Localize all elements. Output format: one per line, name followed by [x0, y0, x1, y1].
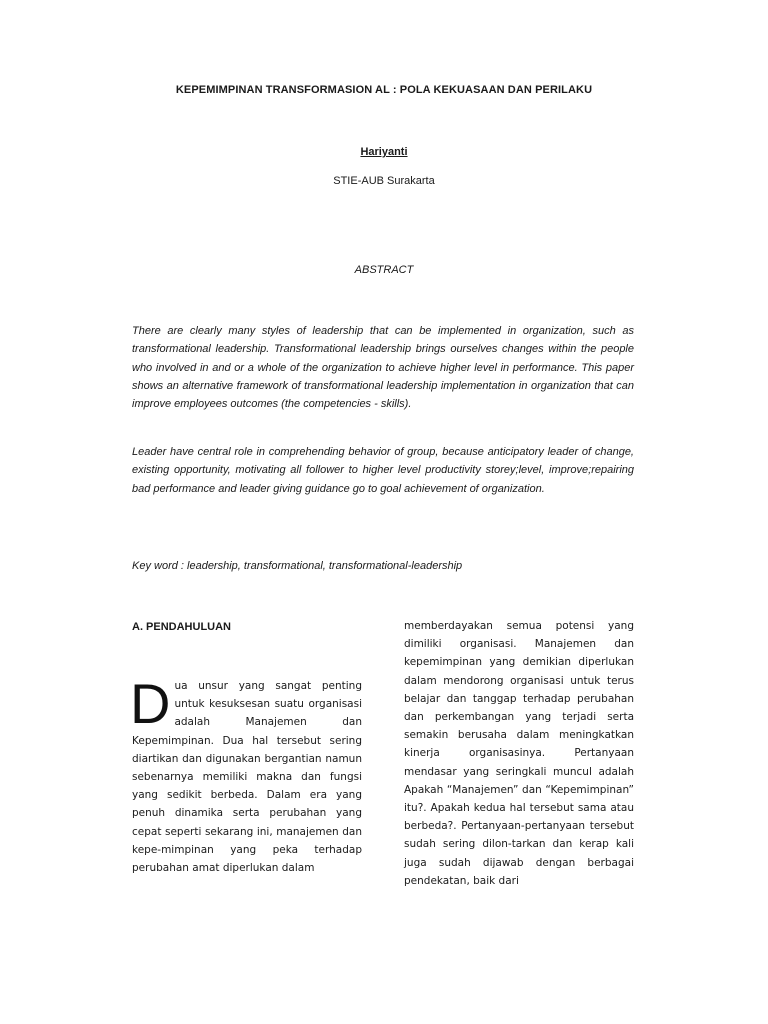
author-name: Hariyanti — [360, 146, 408, 158]
left-column-text: ua unsur yang sangat penting untuk kesuksesan suatu organisasi adalah Manajemen dan Kepemimpinan. Dua hal tersebut sering diartikan dan digunakan bergantian namun sebenarnya memiliki makna dan fungsi yang sedikit berbeda. Dalam era yang penuh dinamika serta perubahan yang cepat seperti sekarang ini, manajemen dan kepe-mimpinan yang peka terhadap perubahan amat diperlukan dalam — [132, 680, 362, 875]
paper-title: KEPEMIMPINAN TRANSFORMASION AL : POLA KEKUASAAN DAN PERILAKU — [175, 84, 593, 96]
abstract-heading: ABSTRACT — [354, 264, 414, 276]
body-column-left — [130, 672, 362, 877]
abstract-paragraph-1: There are clearly many styles of leadership that can be implemented in organization, such as transformational leadership. Transformational leadership brings ourselves changes within the people who involved in and or a whole of the organization to achieve higher level in performance. This paper shows an alternative framework of transformational leadership implementation in organization that can improve employees outcomes (the competencies - skills). — [132, 325, 634, 411]
abstract-paragraph-2: Leader have central role in comprehending behavior of group, because anticipatory leader of change, existing opportunity, motivating all follower to higher level productivity storey;level, improve;repairing bad performance and leader giving guidance go to goal achievement of organization. — [132, 446, 634, 495]
body-column-right: memberdayakan semua potensi yang dimiliki organisasi. Manajemen dan kepemimpinan yang demikian diperlukan dalam mendorong organisasi untuk terus belajar dan tanggap terhadap perubahan dan perkembangan yang terjadi serta semakin berusaha dalam meningkatkan kinerja organisasinya. Pertanyaan mendasar yang seringkali muncul adalah Apakah “Manajemen” dan “Kepemimpinan” itu?. Apakah kedua hal tersebut sama atau berbeda?. Pertanyaan-pertanyaan tersebut sudah sering dilon-tarkan dan kerap kali juga sudah dijawab dengan berbagai pendekatan, baik dari — [404, 620, 634, 887]
author-affiliation: STIE-AUB Surakarta — [333, 175, 435, 187]
section-heading: A. PENDAHULUAN — [132, 621, 231, 633]
drop-cap: D — [130, 672, 171, 735]
keywords: Key word : leadership, transformational, transformational-leadership — [132, 560, 463, 572]
